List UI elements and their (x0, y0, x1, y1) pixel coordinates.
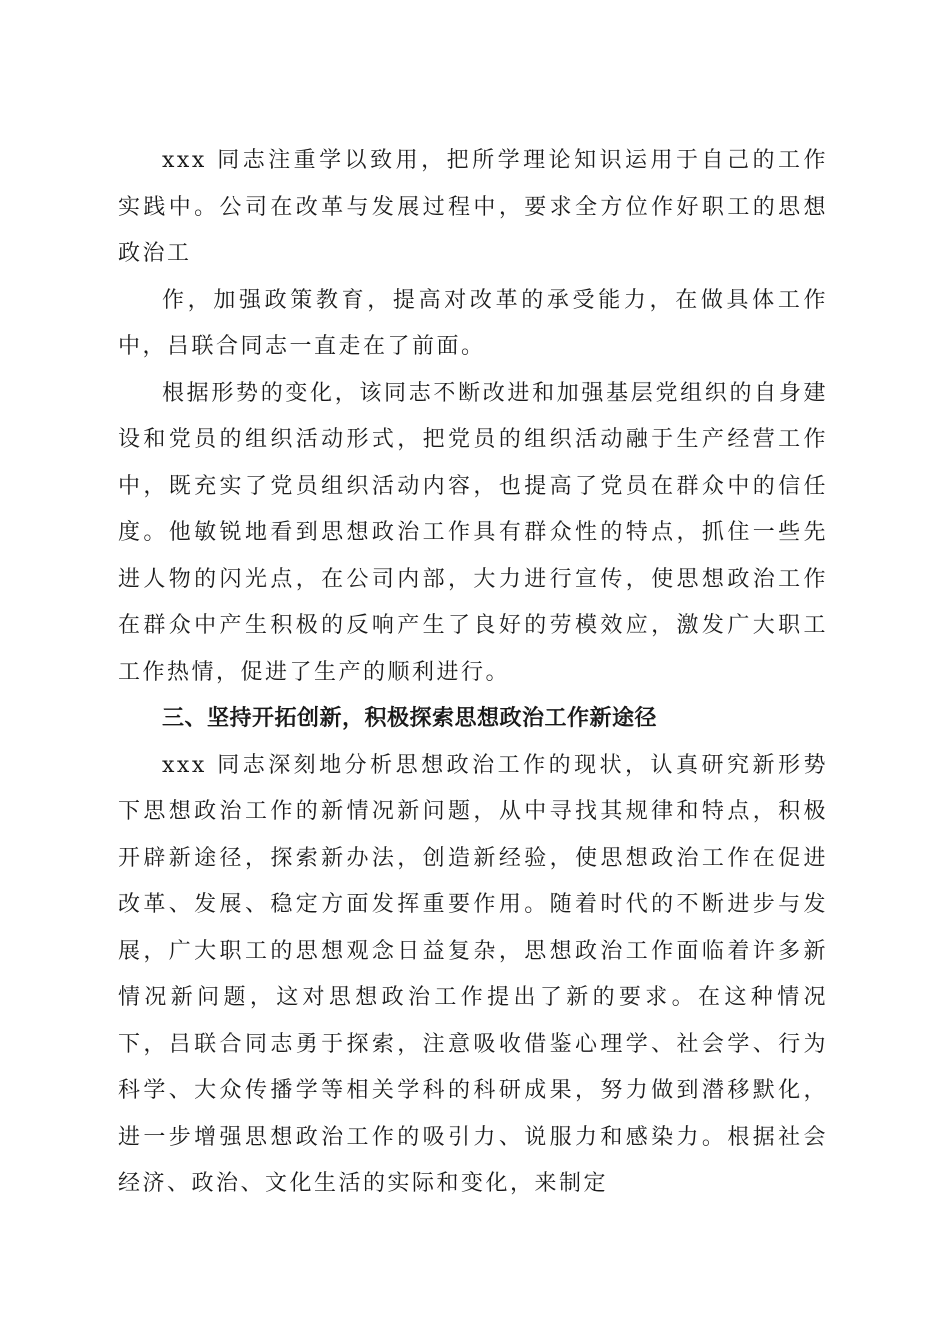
paragraph-party-building: 根据形势的变化，该同志不断改进和加强基层党组织的自身建设和党员的组织活动形式，把党员的组织活动融于生产经营工作中，既充实了党员组织活动内容，也提高了党员在群众中的信任度。他敏锐地看到思想政治工作具有群众性的特点，抓住一些先进人物的闪光点，在公司内部，大力进行宣传，使思想政治工作在群众中产生积极的反响产生了良好的劳模效应，激发广大职工工作热情，促进了生产的顺利进行。 (118, 380, 828, 685)
paragraph-study-application: xxx 同志注重学以致用，把所学理论知识运用于自己的工作实践中。公司在改革与发展过程中，要求全方位作好职工的思想政治工 (118, 148, 828, 266)
section-heading: 三、坚持开拓创新，积极探索思想政治工作新途径 (162, 706, 658, 731)
paragraph-innovation: xxx 同志深刻地分析思想政治工作的现状，认真研究新形势下思想政治工作的新情况新问题，从中寻找其规律和特点，积极开辟新途径，探索新办法，创造新经验，使思想政治工作在促进改革、发展、稳定方面发挥重要作用。随着时代的不断进步与发展，广大职工的思想观念日益复杂，思想政治工作面临着许多新情况新问题，这对思想政治工作提出了新的要求。在这种情况下，吕联合同志勇于探索，注意吸收借鉴心理学、社会学、行为科学、大众传播学等相关学科的科研成果，努力做到潜移默化，进一步增强思想政治工作的吸引力、说服力和感染力。根据社会经济、政治、文化生活的实际和变化，来制定 (118, 752, 828, 1196)
document-body (118, 138, 828, 1208)
paragraph-policy-education: 作，加强政策教育，提高对改革的承受能力，在做具体工作中，吕联合同志一直走在了前面。 (118, 287, 828, 359)
